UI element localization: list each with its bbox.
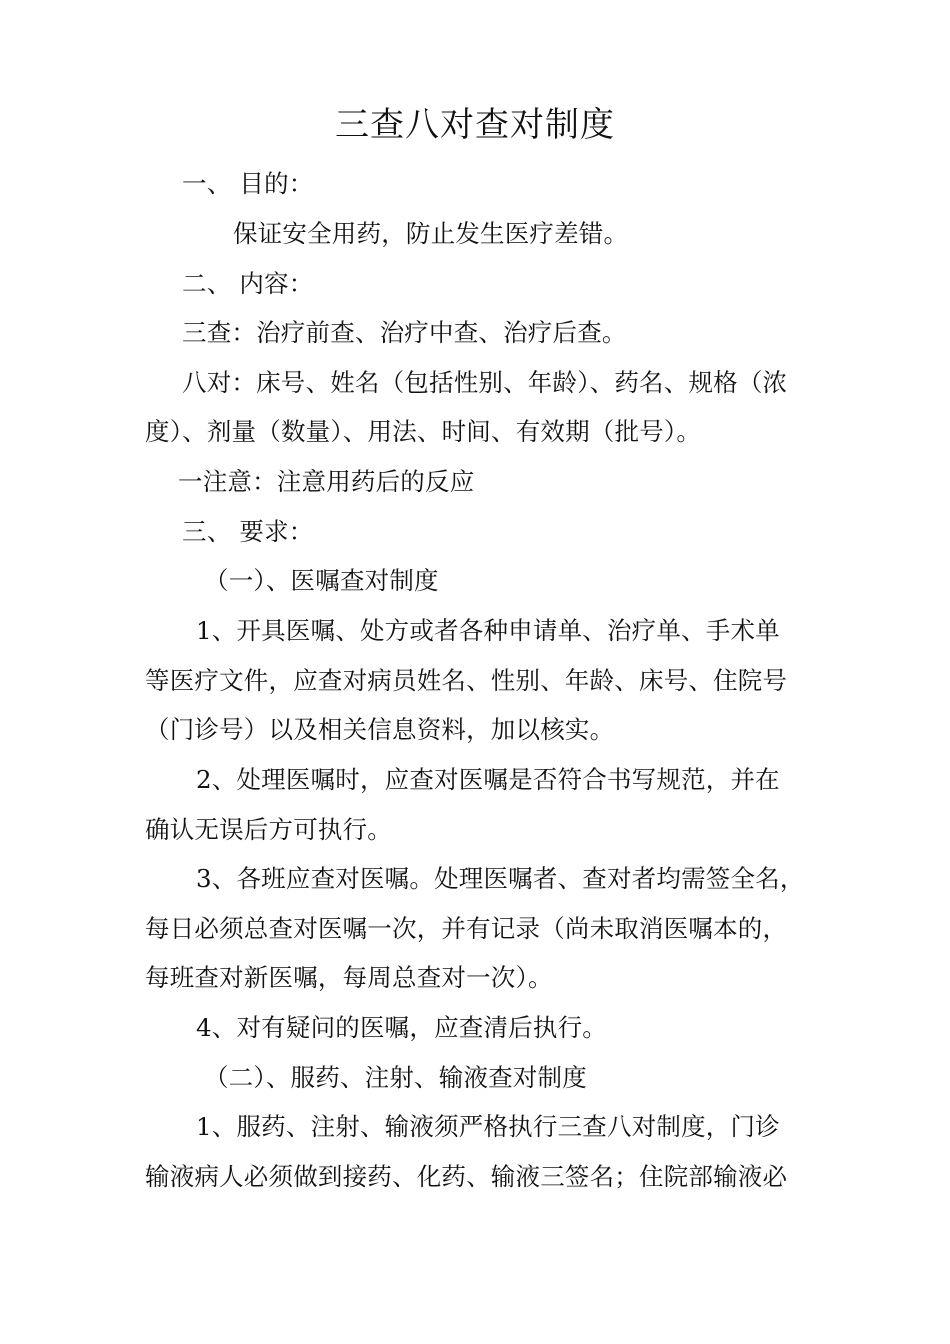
subsection-heading-order-check: （一）、医嘱查对制度 [204, 566, 439, 595]
paragraph-item-1-line-2: 等医疗文件，应查对病员姓名、性别、年龄、床号、住院号 [145, 666, 788, 695]
subsection-heading-medication-check: （二）、服药、注射、输液查对制度 [204, 1063, 587, 1092]
section-heading-purpose: 一、 目的： [182, 169, 314, 198]
section-heading-requirements: 三、 要求： [182, 517, 314, 546]
section-heading-content: 二、 内容： [182, 269, 314, 298]
paragraph-eight-matches-line-2: 度）、剂量（数量）、用法、时间、有效期（批号）。 [145, 417, 702, 446]
paragraph-attention: 一注意：注意用药后的反应 [178, 467, 475, 496]
paragraph-item-3-line-3: 每班查对新医嘱，每周总查对一次）。 [145, 963, 553, 992]
paragraph-item-2-line-2: 确认无误后方可执行。 [145, 815, 392, 844]
paragraph-purpose: 保证安全用药，防止发生医疗差错。 [233, 219, 629, 248]
paragraph-three-checks: 三查：治疗前查、治疗中查、治疗后查。 [182, 318, 627, 347]
paragraph-med-item-1-line-2: 输液病人必须做到接药、化药、输液三签名；住院部输液必 [145, 1162, 788, 1191]
paragraph-item-4: 4、对有疑问的医嘱，应查清后执行。 [196, 1013, 607, 1042]
paragraph-item-2-line-1: 2、处理医嘱时，应查对医嘱是否符合书写规范，并在 [196, 765, 780, 794]
paragraph-item-1-line-1: 1、开具医嘱、处方或者各种申请单、治疗单、手术单 [196, 616, 780, 645]
paragraph-item-1-line-3: （门诊号）以及相关信息资料，加以核实。 [145, 715, 615, 744]
paragraph-item-3-line-1: 3、各班应查对医嘱。处理医嘱者、查对者均需签全名， [196, 864, 805, 893]
paragraph-eight-matches-line-1: 八对：床号、姓名（包括性别、年龄）、药名、规格（浓 [182, 368, 788, 397]
paragraph-item-3-line-2: 每日必须总查对医嘱一次，并有记录（尚未取消医嘱本的， [145, 914, 788, 943]
document-title: 三查八对查对制度 [335, 105, 615, 145]
paragraph-med-item-1-line-1: 1、服药、注射、输液须严格执行三查八对制度，门诊 [196, 1112, 780, 1141]
